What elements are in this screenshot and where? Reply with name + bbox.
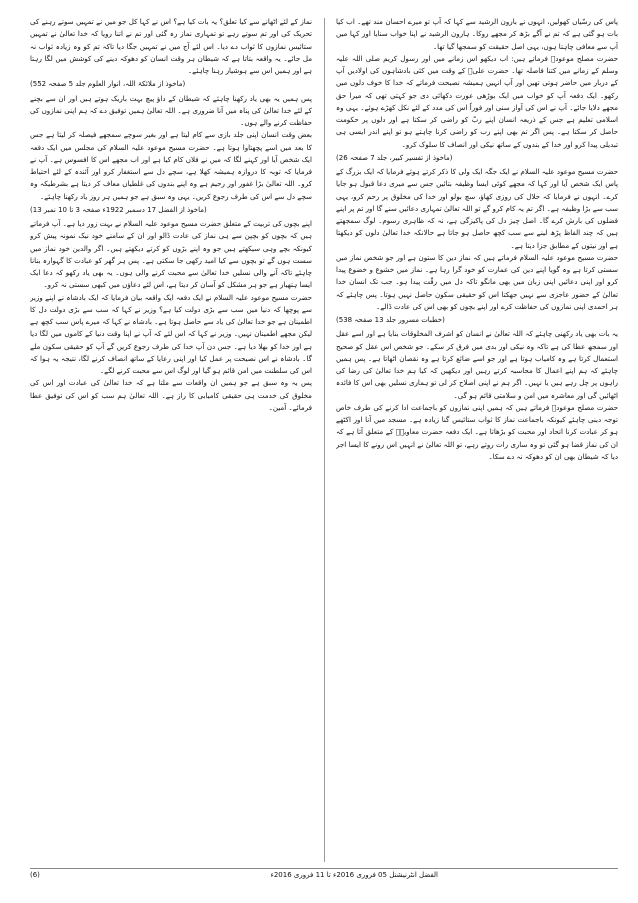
paragraph: اپنے بچوں کی تربیت کے متعلق حضرت مسیح موعود علیہ السلام نے بہت زور دیا ہے۔ آپ فرماتے ہیں کہ بچوں کو بچپن سے ہی نماز کی عادت ڈالو اور ان کے سامنے خود نیک نمونہ پیش کرو کیونکہ بچے وہی سیکھتے ہیں جو وہ اپنے بڑوں کو کرتے دیکھتے ہیں۔ اگر والدین خود نماز میں سست ہوں گے تو بچوں سے کیا امید رکھی جا سکتی ہے۔ پس ہر گھر کو عبادت کا گہوارہ بنانا چاہئے تاکہ آنے والی نسلیں خدا تعالیٰ سے محبت کرنے والی ہوں۔ یہ بھی یاد رکھو کہ دعا ایک ایسا ہتھیار ہے جو ہر مشکل کو آسان کر دیتا ہے، اس لئے دعاؤں میں کبھی سستی نہ کرو۔	[30, 219, 312, 290]
newspaper-page	[30, 16, 618, 864]
source-reference: (ماخوذ از ملائکۃ اللہ، انوار العلوم جلد 5 صفحہ 552)	[30, 80, 186, 89]
source-reference: (خطبات مسرور جلد 13 صفحہ 538)	[336, 316, 445, 324]
paragraph: حضرت مسیح موعود علیہ السلام فرماتے ہیں کہ نماز دین کا ستون ہے اور جو شخص نماز میں سستی کرتا ہے وہ گویا اپنے دین کی عمارت کو خود گرا رہا ہے۔ نماز میں خشوع و خضوع پیدا کرو اور اپنی دعائیں اپنی زبان میں بھی مانگو تاکہ دل میں رقّت پیدا ہو۔ جب تک انسان خدا تعالیٰ کے حضور عاجزی سے نہیں جھکتا اس کو حقیقی سکون حاصل نہیں ہوتا۔ پس چاہئے کہ ہر احمدی اپنی نمازوں کی حفاظت کرے اور اپنے بچوں کو بھی اس کی عادت ڈالے۔	[336, 252, 618, 311]
paragraph: پس ہمیں یہ بھی یاد رکھنا چاہئے کہ شیطان کے داؤ پیچ بہت باریک ہوتے ہیں اور ان سے بچنے کے لئے خدا تعالیٰ کی پناہ میں آنا ضروری ہے۔ اللہ تعالیٰ ہمیں توفیق دے کہ ہم اپنی نمازوں کی حفاظت کرنے والے ہوں۔	[30, 93, 312, 127]
paragraph: حضرت مسیح موعود علیہ السلام نے ایک جگہ ایک ولی کا ذکر کرتے ہوئے فرمایا کہ ایک بزرگ کے پاس ایک شخص آیا اور کہا کہ مجھے کوئی ایسا وظیفہ بتائیں جس سے میری دعا قبول ہو جایا کرے۔ انہوں نے فرمایا کہ حلال کی روزی کھاؤ، سچ بولو اور خدا کی مخلوق پر رحم کرو، یہی سب سے بڑا وظیفہ ہے۔ اگر تم یہ کام کرو گے تو اللہ تعالیٰ تمہاری دعائیں سنے گا اور تم پر اپنے فضلوں کی بارش کرے گا۔ اصل چیز دل کی پاکیزگی ہے، نہ کہ ظاہری رسوم۔ لوگ سمجھتے ہیں کہ چند الفاظ پڑھ لینے سے سب کچھ حاصل ہو جاتا ہے حالانکہ خدا تعالیٰ دلوں کو دیکھتا ہے اور نیتوں کے مطابق جزا دیتا ہے۔	[336, 167, 618, 250]
paragraph: نماز کے لئے اٹھانے سے کیا تعلق؟ یہ بات کیا ہے؟ اس نے کہا کل جو میں نے تمہیں سوتے رہنے کی تحریک کی اور تم سوتے رہے تو تمہاری نماز رہ گئی اور تم نے اتنا رویا کہ خدا تعالیٰ نے تمہیں ستائیس نمازوں کا ثواب دے دیا۔ اس لئے آج میں نے تمہیں جگا دیا تاکہ تم کو وہ زیادہ ثواب نہ مل جائے۔ یہ واقعہ بتاتا ہے کہ شیطان ہر وقت انسان کو دھوکہ دینے کی کوشش میں لگا رہتا ہے اور ہمیں اس سے ہوشیار رہنا چاہئے۔	[30, 17, 312, 75]
paragraph: حضرت مصلح موعودؓ فرماتے ہیں کہ ہمیں اپنی نمازوں کو باجماعت ادا کرنے کی طرف خاص توجہ دینی چاہئے کیونکہ باجماعت نماز کا ثواب ستائیس گنا زیادہ ہے۔ مسجد میں آنا اور اکٹھے ہو کر عبادت کرنا اتحاد اور محبت کو بڑھاتا ہے۔ ایک دفعہ حضرت معاویہؓ کے متعلق آتا ہے کہ ان کی نماز قضا ہو گئی تو وہ ساری رات روتے رہے، تو اللہ تعالیٰ نے انہیں اس رونے کا ایسا اجر دیا کہ شیطان بھی ان کو دھوکہ نہ دے سکا۔	[336, 402, 618, 461]
paragraph: یہ بات بھی یاد رکھنی چاہئے کہ اللہ تعالیٰ نے انسان کو اشرف المخلوقات بنایا ہے اور اسے عقل اور سمجھ عطا کی ہے تاکہ وہ نیکی اور بدی میں فرق کر سکے۔ جو شخص اس عقل کو صحیح استعمال کرتا ہے وہ کامیاب ہوتا ہے اور جو اسے ضائع کرتا ہے وہ نقصان اٹھاتا ہے۔ پس ہمیں چاہئے کہ ہم اپنے اعمال کا محاسبہ کرتے رہیں اور دیکھیں کہ کیا ہم خدا تعالیٰ کی رضا کی راہوں پر چل رہے ہیں یا نہیں۔ اگر ہم نے اپنی اصلاح کر لی تو ہماری نسلیں بھی اس کا فائدہ اٹھائیں گی اور معاشرہ میں امن و سلامتی قائم ہو گی۔	[336, 329, 618, 400]
paragraph: حضرت مصلح موعودؓ فرماتے ہیں: اب دیکھو اس زمانے میں اور رسول کریم صلی اللہ علیہ وسلم کے زمانے میں کتنا فاصلہ تھا۔ حضرت علیؓ کے وقت میں کئی بادشاہوں کی اولادیں آپ کے دربار میں حاضر ہوتی تھیں اور آپ انہیں ہمیشہ نصیحت فرماتے کہ خدا کا خوف دلوں میں رکھو۔ ایک دفعہ آپ کو خواب میں ایک بوڑھی عورت دکھائی دی جو کہتی تھی کہ میرا حق مجھے دلایا جائے۔ آپ نے اس کی آواز سنی اور فوراً اس کی مدد کے لئے نکل کھڑے ہوئے۔ یہی وہ اسلامی تعلیم ہے جس کے ذریعہ انسان اپنے ربّ کو راضی کر سکتا ہے اور دلوں پر حکومت حاصل کر سکتا ہے۔ پس اگر تم بھی اپنے رب کو راضی کرنا چاہتے ہو تو اپنے اندر ایسی ہی تبدیلی پیدا کرو اور خدا کے بندوں کے ساتھ نیکی اور انصاف کا سلوک کرو۔	[336, 53, 618, 149]
issue-date-line: الفضل انٹرنیشنل 05 فروری 2016ء تا 11 فروری 2016ء	[270, 871, 438, 879]
source-reference: (ماخوذ از الفضل 17 دسمبر 1922ء صفحہ 3 تا 10 نمبر 13)	[30, 205, 207, 214]
paragraph: حضرت مسیح موعود علیہ السلام نے ایک دفعہ ایک واقعہ بیان فرمایا کہ ایک بادشاہ نے اپنے وزیر سے پوچھا کہ دنیا میں سب سے بڑی دولت کیا ہے؟ وزیر نے کہا کہ سب سے بڑی دولت دل کا اطمینان ہے جو خدا تعالیٰ کی یاد سے حاصل ہوتا ہے۔ بادشاہ نے کہا کہ میرے پاس سب کچھ ہے لیکن مجھے اطمینان نہیں۔ وزیر نے کہا کہ اس لئے کہ آپ نے اپنا وقت دنیا کے کاموں میں لگا دیا ہے اور خدا کو بھلا دیا ہے۔ جس دن آپ خدا کی طرف رجوع کریں گے آپ کو حقیقی سکون ملے گا۔ بادشاہ نے اس نصیحت پر عمل کیا اور اپنی رعایا کے ساتھ انصاف کرنے لگا، نتیجہ یہ ہوا کہ اس کی سلطنت میں امن قائم ہو گیا اور لوگ اس سے محبت کرنے لگے۔	[30, 292, 312, 375]
paragraph: پاس کی رسّیاں کھولیں، انہوں نے بارون الرشید سے کہا کہ آپ تو میرے احسان مند تھے۔ اب کیا بات ہو گئی ہے کہ تم نے آگے بڑھ کر مجھے روکا۔ ہارون الرشید نے اپنا خواب سنایا اور کہا میں آپ سے معافی چاہتا ہوں، یہی اصل حقیقت کو سمجھا گیا تھا۔	[336, 17, 618, 51]
paragraph: بعض وقت انسان اپنی جلد بازی سے کام لیتا ہے اور بغیر سوچے سمجھے فیصلہ کر لیتا ہے جس کا بعد میں اسے پچھتاوا ہوتا ہے۔ حضرت مسیح موعود علیہ السلام کی مجلس میں ایک دفعہ ایک شخص آیا اور کہنے لگا کہ میں نے فلاں کام کیا ہے اور اب مجھے اس کا افسوس ہے۔ آپ نے فرمایا کہ توبہ کا دروازہ ہمیشہ کھلا ہے، سچے دل سے استغفار کرو اور آئندہ کے لئے احتیاط کرو۔ اللہ تعالیٰ بڑا غفور اور رحیم ہے وہ اپنے بندوں کی غلطیاں معاف کر دیتا ہے بشرطیکہ وہ سچے دل سے اس کی طرف رجوع کریں۔ یہی وہ سبق ہے جو ہمیں ہر روز یاد رکھنا چاہئے۔	[30, 130, 312, 201]
page-footer	[30, 868, 618, 883]
page-number: (6)	[30, 871, 40, 879]
column-divider	[324, 18, 325, 862]
left-column	[30, 16, 312, 862]
paragraph: پس یہ وہ سبق ہے جو ہمیں ان واقعات سے ملتا ہے کہ خدا تعالیٰ کی عبادت اور اس کی مخلوق کی خدمت ہی حقیقی کامیابی کا راز ہے۔ اللہ تعالیٰ ہم سب کو اس کی توفیق عطا فرمائے۔ آمین۔	[30, 378, 312, 412]
right-column	[336, 16, 618, 862]
source-reference: (ماخوذ از تفسیر کبیر، جلد 7 صفحہ 26)	[336, 153, 453, 162]
